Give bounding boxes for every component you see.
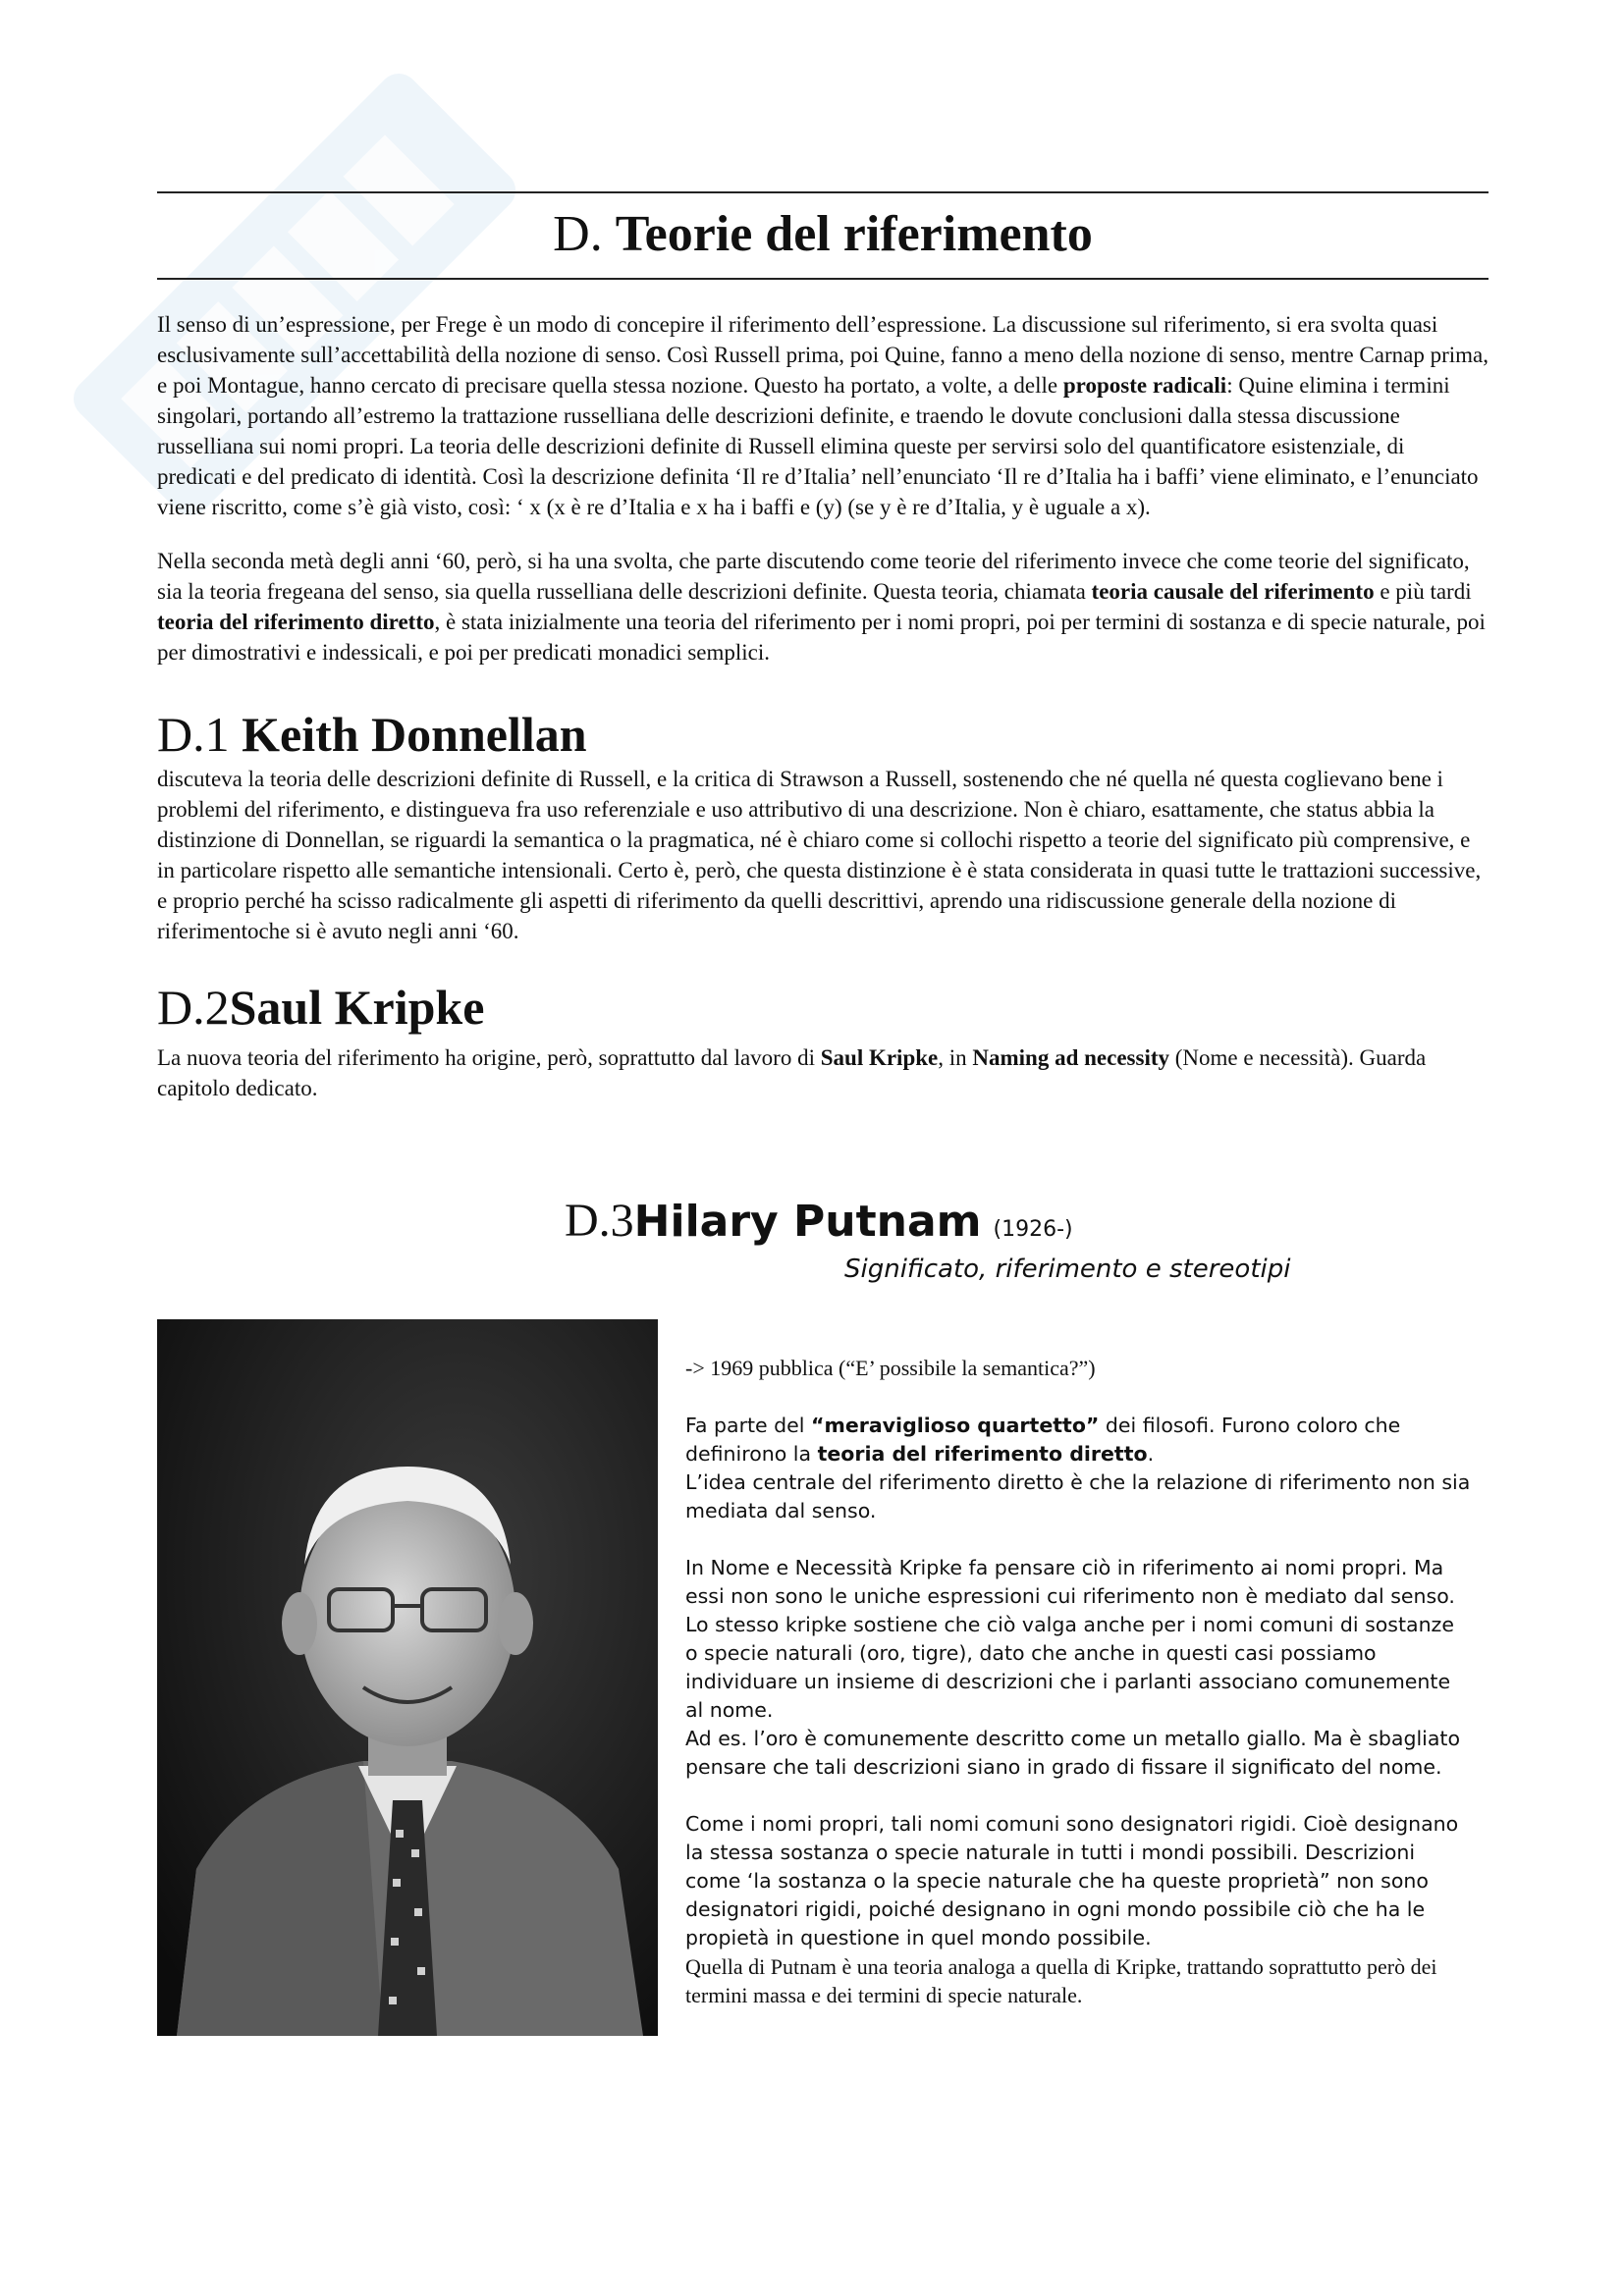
- d3-years: (1926-): [993, 1217, 1073, 1242]
- d3-text-column: [685, 1354, 1471, 2009]
- section-d3: [157, 1192, 1489, 2075]
- d3-number: D.3: [565, 1195, 634, 1247]
- intro-p1-bold: proposte radicali: [1062, 373, 1227, 398]
- section-heading-d1: [157, 705, 1489, 764]
- portrait-illustration: [157, 1319, 658, 2036]
- d3-paragraph-2: In Nome e Necessità Kripke fa pensare ciò in riferimento ai nomi propri. Ma essi non sono le uniche espressioni cui riferimento non è mediato dal senso. Lo stesso kripke sostiene che ciò valga anche per i nomi comuni di sostanze o specie naturali (oro, tigre), dato che anche in questi casi possiamo individuare un insieme di descrizioni che i parlanti associano comunemente al nome.: [685, 1556, 1455, 1722]
- intro-paragraph-2: [157, 546, 1489, 667]
- title-main: Teorie del riferimento: [615, 206, 1093, 262]
- d3-paragraph-1: [685, 1412, 1471, 1468]
- page-title: [157, 199, 1489, 270]
- d2-number: D.2: [157, 980, 230, 1035]
- d3-paragraph-2b: Ad es. l’oro è comunemente descritto come un metallo giallo. Ma è sbagliato pensare che tali descrizioni siano in grado di fissare il significato del nome.: [685, 1727, 1461, 1779]
- intro-p1-text-a: Il senso di un’espressione, per Frege è un modo di concepire il riferimento dell’espressione. La discussione sul riferimento, si era svolta quasi esclusivamente sull’accettabilità della nozione di senso. Così Russell prima, poi Quine, fanno a meno della nozione di senso, mentre Carnap prima, e poi Montague, hanno cercato di precisare quella stessa nozione. Questo ha portato, a volte, a delle: [157, 312, 1489, 398]
- d3-paragraph-1b: L’idea centrale del riferimento diretto è che la relazione di riferimento non sia mediata dal senso.: [685, 1470, 1471, 1522]
- d2-bold-2: Naming ad necessity: [972, 1045, 1170, 1070]
- d2-text-c: (Nome e necessità). Guarda capitolo dedicato.: [157, 1045, 1427, 1100]
- d2-text-b: , in: [938, 1045, 973, 1070]
- d2-paragraph: [157, 1042, 1489, 1103]
- d2-bold-1: Saul Kripke: [820, 1045, 939, 1070]
- d3-p1-text-c: .: [1147, 1442, 1155, 1466]
- d3-line-1: -> 1969 pubblica (“E’ possibile la semantica?”): [685, 1356, 1096, 1380]
- d2-name: Saul Kripke: [229, 980, 485, 1035]
- intro-p2-bold-1: teoria causale del riferimento: [1091, 579, 1375, 604]
- title-rule: [157, 278, 1489, 280]
- top-rule: [157, 191, 1489, 193]
- d3-p1-bold-1: “meraviglioso quartetto”: [811, 1414, 1100, 1437]
- d3-paragraph-3: Come i nomi propri, tali nomi comuni sono designatori rigidi. Cioè designano la stessa sostanza o specie naturale in tutti i mondi possibili. Descrizioni come ‘la sostanza o la specie naturale che ha queste proprietà” non sono designatori rigidi, poiché designano in ogni mondo possibile ciò che ha le propietà in questione in quel mondo possibile.: [685, 1812, 1459, 1949]
- d1-paragraph: discuteva la teoria delle descrizioni definite di Russell, e la critica di Strawson a Russell, sostenendo che né quella né questa coglievano bene i problemi del riferimento, e distingueva fra uso referenziale e uso attributivo di una descrizione. Non è chiaro, esattamente, che status abbia la distinzione di Donnellan, se riguardi la semantica o la pragmatica, né è chiaro come si collochi rispetto a teorie del significato più comprensive, e in particolare rispetto alle semantiche intensionali. Certo è, però, che questa distinzione è è stata considerata in quasi tutte le trattazioni successive, e proprio perché ha scisso radicalmente gli aspetti di riferimento da quelli descrittivi, aprendo una ridiscussione generale della nozione di riferimentoche si è avuto negli anni ‘60.: [157, 767, 1482, 943]
- d1-number: D.1: [157, 707, 230, 762]
- d3-paragraph-3b: Quella di Putnam è una teoria analoga a quella di Kripke, trattando soprattutto però dei termini massa e dei termini di specie naturale.: [685, 1954, 1437, 2007]
- d3-p1-text-b: dei filosofi. Furono coloro che definirono la: [685, 1414, 1401, 1466]
- d3-p1-bold-2: teoria del riferimento diretto: [817, 1442, 1148, 1466]
- intro-p2-text-c: , è stata inizialmente una teoria del riferimento per i nomi propri, poi per termini di sostanza e di specie naturale, poi per dimostrativi e indessicali, e poi per predicati monadici semplici.: [157, 610, 1486, 665]
- intro-p1-text-b: : Quine elimina i termini singolari, portando all’estremo la trattazione russelliana delle descrizioni definite, e traendo le dovute conclusioni dalla stessa discussione russelliana sui nomi propri. La teoria delle descrizioni definite di Russell elimina queste per servirsi solo del quantificatore esistenziale, di predicati e del predicato di identità. Così la descrizione definita ‘Il re d’Italia’ nell’enunciato ‘Il re d’Italia ha i baffi’ viene eliminato, e l’enunciato viene riscritto, come s’è già visto, così: ‘ x (x è re d’Italia e x ha i baffi e (y) (se y è re d’Italia, y è uguale a x).: [157, 373, 1479, 519]
- portrait-photo: [157, 1319, 658, 2036]
- title-prefix: D.: [553, 206, 603, 262]
- intro-paragraph-1: [157, 309, 1489, 522]
- intro-p2-text-a: Nella seconda metà degli anni ‘60, però, si ha una svolta, che parte discutendo come teorie del riferimento invece che come teorie del significato, sia la teoria fregeana del senso, sia quella russelliana delle descrizioni definite. Questa teoria, chiamata: [157, 549, 1470, 604]
- document-page: [157, 191, 1489, 2075]
- d1-name: Keith Donnellan: [242, 707, 587, 762]
- d2-text-a: La nuova teoria del riferimento ha origine, però, soprattutto dal lavoro di: [157, 1045, 821, 1070]
- section-heading-d3: [565, 1192, 1073, 1259]
- d3-subtitle: Significato, riferimento e stereotipi: [844, 1255, 1291, 1284]
- intro-p2-text-b: e più tardi: [1374, 579, 1472, 604]
- d3-name: Hilary Putnam: [633, 1197, 982, 1247]
- section-heading-d2: [157, 978, 1489, 1037]
- intro-p2-bold-2: teoria del riferimento diretto: [157, 610, 435, 634]
- d3-p1-text-a: Fa parte del: [685, 1414, 811, 1437]
